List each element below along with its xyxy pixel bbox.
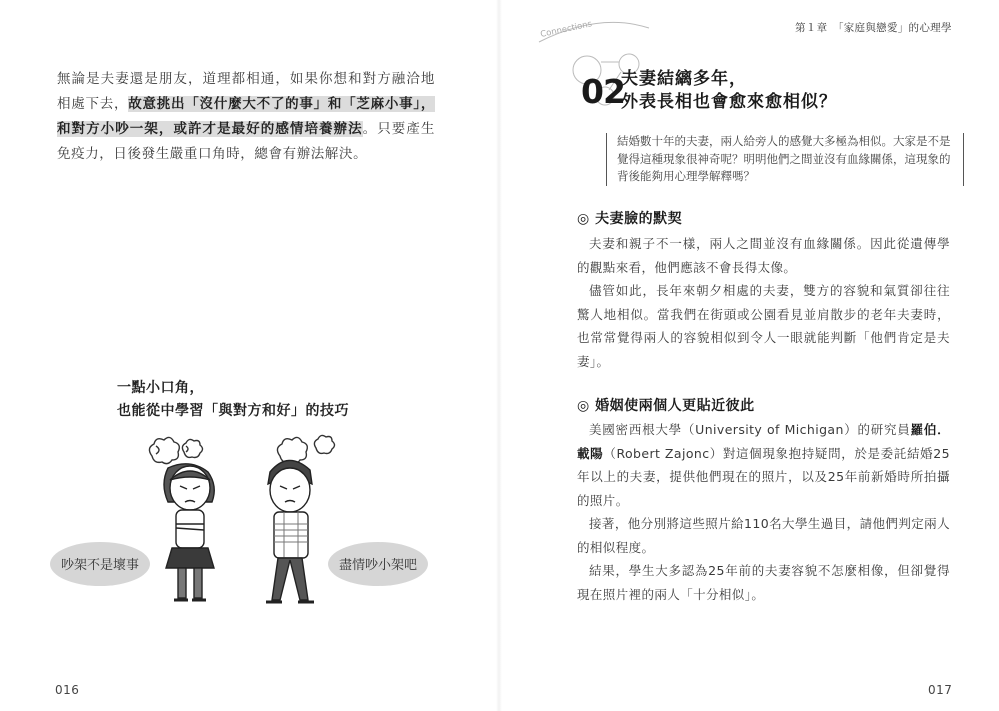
- body-text: [577, 418, 950, 606]
- connections-label: Connections: [539, 19, 594, 40]
- section-title-line: 夫妻結縭多年，: [621, 69, 747, 89]
- section-title: [621, 68, 837, 114]
- speech-bubble-left: [50, 542, 150, 586]
- subheading: ◎ 婚姻使兩個人更貼近彼此: [577, 398, 755, 414]
- section-number: 02: [581, 72, 625, 111]
- right-page: [499, 0, 999, 711]
- girl-figure: [164, 464, 214, 600]
- speech-bubble-right: [328, 542, 428, 586]
- bubble-left-text: 吵架不是壞事: [60, 558, 140, 573]
- bubble-right-text: 盡情吵小架吧: [338, 558, 418, 573]
- page-number: 017: [928, 683, 953, 697]
- caption-line: 也能從中學習「與對方和好」的技巧: [117, 403, 349, 419]
- body-paragraph: [577, 418, 950, 512]
- body-span: 美國密西根大學（University of Michigan）的研究員: [589, 422, 911, 437]
- illustration-caption: [117, 377, 349, 423]
- body-text: [577, 232, 950, 373]
- anger-puff-icon: [149, 437, 202, 463]
- body-span: （Robert Zajonc）對這個現象抱持疑問，於是委託結婚25年以上的夫妻，提供他們現在的照片，以及25年前新婚時所拍攝的照片。: [577, 445, 950, 508]
- highlighted-text: 故意挑出「沒什麼大不了的事」和「芝麻小事」，和對方小吵一架，或許才是最好的感情培養辦法: [57, 96, 435, 137]
- body-paragraph: 儘管如此，長年來朝夕相處的夫妻，雙方的容貌和氣質卻往往驚人地相似。當我們在街頭或公園看見並肩散步的老年夫妻時，也常常覺得兩人的容貌相似到令人一眼就能判斷「他們肯定是夫妻」。: [577, 283, 950, 369]
- couple-arguing-illustration: [48, 428, 438, 618]
- caption-line: 一點小口角，: [117, 380, 204, 396]
- body-paragraph: 結果，學生大多認為25年前的夫妻容貌不怎麼相像，但卻覺得現在照片裡的兩人「十分相似」。: [577, 563, 950, 602]
- anger-puff-icon: [277, 435, 334, 463]
- section-title-line: 外表長相也會愈來愈相似？: [621, 92, 837, 112]
- running-header: 第１章 「家庭與戀愛」的心理學: [795, 22, 952, 34]
- paragraph-text: 。只要產生免疫力，日後發生嚴重口角時，總會有辦法解決。: [57, 121, 435, 162]
- body-paragraph: 接著，他分別將這些照片給110名大學生過目，請他們判定兩人的相似程度。: [577, 516, 950, 555]
- page-number: 016: [55, 683, 80, 697]
- researcher-name: 羅伯．載陽: [577, 422, 951, 461]
- paragraph-text: 無論是夫妻還是朋友，道理都相通，如果你想和對方融洽地相處下去，: [57, 71, 435, 112]
- boy-figure: [266, 460, 314, 602]
- body-paragraph: 夫妻和親子不一樣，兩人之間並沒有血緣關係。因此從遺傳學的觀點來看，他們應該不會長得太像。: [577, 236, 950, 275]
- left-paragraph: [57, 67, 435, 167]
- subheading: ◎ 夫妻臉的默契: [577, 211, 683, 227]
- left-page: [0, 0, 499, 711]
- intro-box: 結婚數十年的夫妻，兩人給旁人的感覺大多極為相似。大家是不是覺得這種現象很神奇呢？明明他們之間並沒有血緣關係，這現象的背後能夠用心理學解釋嗎？: [606, 133, 964, 186]
